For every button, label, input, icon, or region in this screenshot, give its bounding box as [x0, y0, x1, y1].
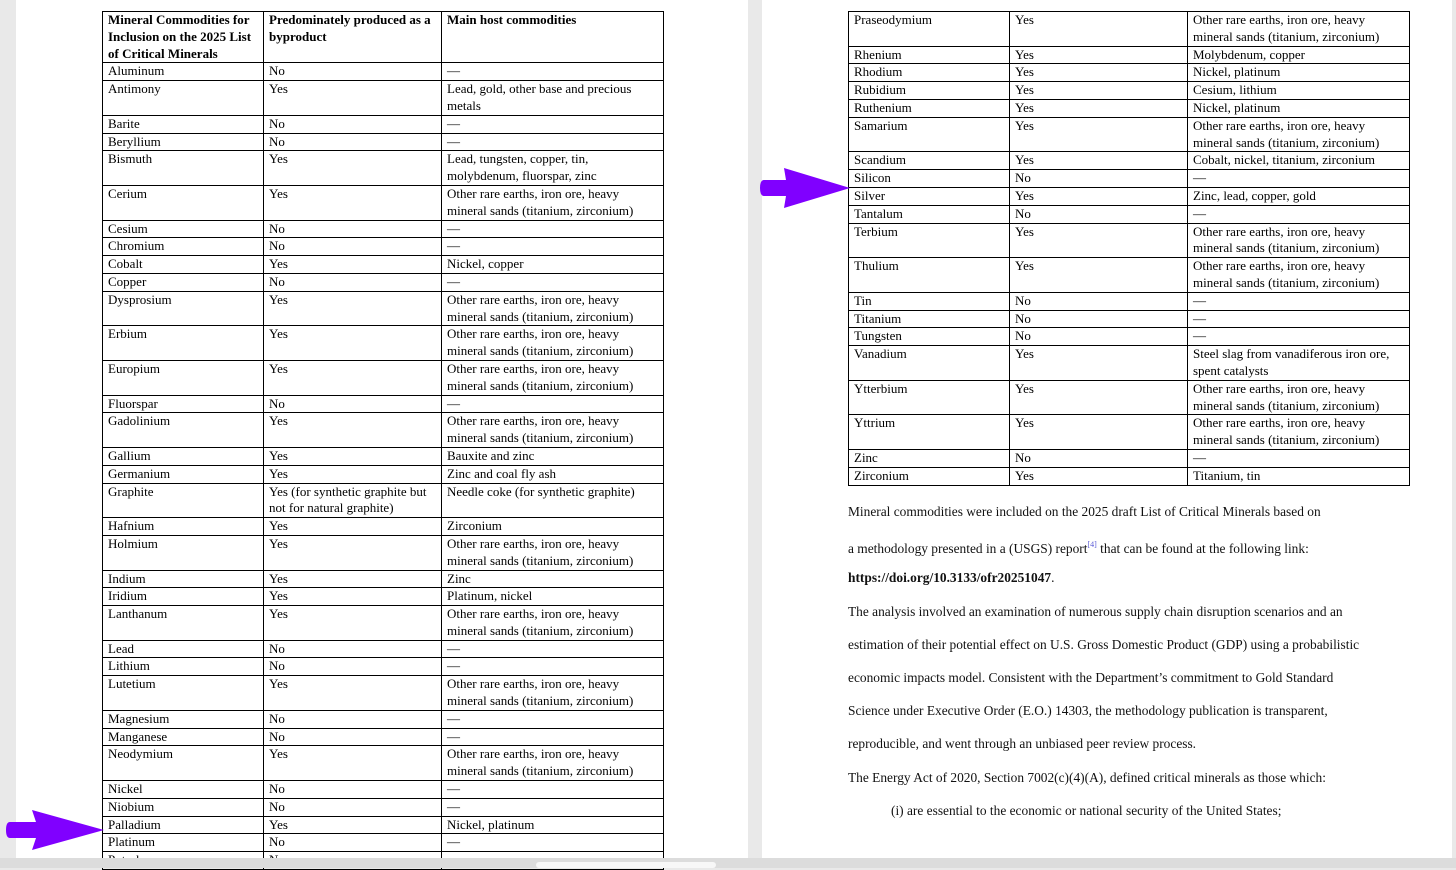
mineral-cell: Praseodymium: [849, 12, 1010, 47]
host-cell: Cesium, lithium: [1188, 82, 1410, 100]
table-row: [849, 170, 1410, 188]
mineral-cell: Tin: [849, 292, 1010, 310]
table-row: [103, 710, 664, 728]
mineral-cell: Fluorspar: [103, 395, 264, 413]
mineral-cell: Cerium: [103, 185, 264, 220]
host-cell: Other rare earths, iron ore, heavy mineral sands (titanium, zirconium): [1188, 12, 1410, 47]
host-cell: —: [1188, 292, 1410, 310]
mineral-cell: Yttrium: [849, 415, 1010, 450]
text-span: .: [1051, 570, 1055, 586]
host-cell: Bauxite and zinc: [442, 447, 664, 465]
mineral-cell: Antimony: [103, 81, 264, 116]
host-cell: Other rare earths, iron ore, heavy mineral sands (titanium, zirconium): [442, 291, 664, 326]
mineral-cell: Holmium: [103, 535, 264, 570]
host-cell: —: [442, 710, 664, 728]
table-row: [103, 63, 664, 81]
byproduct-cell: Yes: [264, 676, 442, 711]
mineral-cell: Ytterbium: [849, 380, 1010, 415]
host-cell: Zinc and coal fly ash: [442, 465, 664, 483]
table-row: [849, 152, 1410, 170]
mineral-cell: Ruthenium: [849, 99, 1010, 117]
table-row: [103, 291, 664, 326]
byproduct-cell: Yes: [1010, 380, 1188, 415]
byproduct-cell: No: [264, 658, 442, 676]
mineral-cell: Lutetium: [103, 676, 264, 711]
paragraph-line: (i) are essential to the economic or national security of the United States;: [891, 802, 1282, 818]
byproduct-cell: No: [1010, 449, 1188, 467]
byproduct-cell: No: [264, 395, 442, 413]
byproduct-cell: No: [1010, 292, 1188, 310]
mineral-cell: Neodymium: [103, 746, 264, 781]
table-row: [103, 238, 664, 256]
mineral-cell: Iridium: [103, 588, 264, 606]
host-cell: Zirconium: [442, 518, 664, 536]
mineral-cell: Tungsten: [849, 328, 1010, 346]
header-host-commodities: Main host commodities: [442, 12, 664, 63]
mineral-cell: Niobium: [103, 798, 264, 816]
byproduct-cell: Yes: [264, 81, 442, 116]
arrow-right-icon: [6, 808, 106, 852]
table-row: [103, 326, 664, 361]
mineral-cell: Barite: [103, 115, 264, 133]
table-row: [849, 346, 1410, 381]
host-cell: —: [442, 395, 664, 413]
table-row: [103, 588, 664, 606]
byproduct-cell: Yes: [1010, 152, 1188, 170]
byproduct-cell: Yes (for synthetic graphite but not for natural graphite): [264, 483, 442, 518]
byproduct-cell: No: [1010, 328, 1188, 346]
body-text: [848, 497, 1438, 829]
byproduct-cell: Yes: [1010, 187, 1188, 205]
critical-minerals-table-part-2: [848, 11, 1410, 486]
mineral-cell: Silver: [849, 187, 1010, 205]
mineral-cell: Vanadium: [849, 346, 1010, 381]
host-cell: —: [442, 273, 664, 291]
table-row: [849, 415, 1410, 450]
table-row: [849, 258, 1410, 293]
table-row: [103, 640, 664, 658]
host-cell: Other rare earths, iron ore, heavy mineral sands (titanium, zirconium): [442, 326, 664, 361]
mineral-cell: Manganese: [103, 728, 264, 746]
mineral-cell: Lanthanum: [103, 606, 264, 641]
byproduct-cell: Yes: [264, 606, 442, 641]
byproduct-cell: Yes: [264, 291, 442, 326]
table-row: [103, 606, 664, 641]
mineral-cell: Hafnium: [103, 518, 264, 536]
paragraph-line: economic impacts model. Consistent with the Department’s commitment to Gold Standard: [848, 669, 1334, 685]
mineral-cell: Thulium: [849, 258, 1010, 293]
table-row: [103, 746, 664, 781]
table-header-row: [103, 12, 664, 63]
byproduct-cell: Yes: [264, 746, 442, 781]
host-cell: —: [442, 728, 664, 746]
table-row: [849, 187, 1410, 205]
byproduct-cell: Yes: [1010, 223, 1188, 258]
paragraph-line: reproducible, and went through an unbiased peer review process.: [848, 736, 1197, 752]
mineral-cell: Magnesium: [103, 710, 264, 728]
table-row: [103, 151, 664, 186]
host-cell: Other rare earths, iron ore, heavy mineral sands (titanium, zirconium): [442, 746, 664, 781]
critical-minerals-table-part-1: [102, 11, 664, 870]
byproduct-cell: No: [264, 728, 442, 746]
host-cell: Titanium, tin: [1188, 467, 1410, 485]
table-row: [103, 465, 664, 483]
host-cell: —: [1188, 205, 1410, 223]
byproduct-cell: Yes: [264, 816, 442, 834]
byproduct-cell: Yes: [264, 588, 442, 606]
table-row: [849, 46, 1410, 64]
table-row: [103, 220, 664, 238]
table-row: [103, 518, 664, 536]
host-cell: Other rare earths, iron ore, heavy mineral sands (titanium, zirconium): [442, 360, 664, 395]
header-byproduct: Predominately produced as a byproduct: [264, 12, 442, 63]
mineral-cell: Lead: [103, 640, 264, 658]
mineral-cell: Lithium: [103, 658, 264, 676]
table-row: [849, 12, 1410, 47]
mineral-cell: Cesium: [103, 220, 264, 238]
mineral-cell: Dysprosium: [103, 291, 264, 326]
table-row: [103, 115, 664, 133]
table-row: [849, 467, 1410, 485]
paragraph-line: [848, 563, 1438, 596]
host-cell: Other rare earths, iron ore, heavy mineral sands (titanium, zirconium): [1188, 380, 1410, 415]
doi-link[interactable]: https://doi.org/10.3133/ofr20251047: [848, 570, 1052, 586]
byproduct-cell: Yes: [1010, 467, 1188, 485]
byproduct-cell: Yes: [1010, 258, 1188, 293]
table-row: [103, 413, 664, 448]
paragraph-line: Science under Executive Order (E.O.) 14303, the methodology publication is transparent,: [848, 703, 1328, 719]
table-row: [103, 447, 664, 465]
table-row: [103, 816, 664, 834]
host-cell: Zinc, lead, copper, gold: [1188, 187, 1410, 205]
table-row: [103, 256, 664, 274]
mineral-cell: Zirconium: [849, 467, 1010, 485]
host-cell: Other rare earths, iron ore, heavy mineral sands (titanium, zirconium): [442, 676, 664, 711]
arrow-right-icon: [760, 166, 852, 210]
byproduct-cell: Yes: [264, 326, 442, 361]
paragraph-line: estimation of their potential effect on U.S. Gross Domestic Product (GDP) using a probabilistic: [848, 636, 1360, 652]
table-row: [103, 360, 664, 395]
mineral-cell: Rubidium: [849, 82, 1010, 100]
byproduct-cell: Yes: [1010, 99, 1188, 117]
mineral-cell: Bismuth: [103, 151, 264, 186]
byproduct-cell: No: [264, 834, 442, 852]
host-cell: Steel slag from vanadiferous iron ore, spent catalysts: [1188, 346, 1410, 381]
mineral-cell: Rhodium: [849, 64, 1010, 82]
byproduct-cell: Yes: [1010, 415, 1188, 450]
footnote-link[interactable]: [4]: [1087, 540, 1097, 550]
mineral-cell: Terbium: [849, 223, 1010, 258]
byproduct-cell: Yes: [264, 570, 442, 588]
host-cell: —: [442, 63, 664, 81]
table-row: [849, 99, 1410, 117]
byproduct-cell: Yes: [264, 518, 442, 536]
document-page-left: [16, 0, 748, 858]
paragraph-line: Mineral commodities were included on the 2025 draft List of Critical Minerals based on: [848, 504, 1321, 519]
byproduct-cell: Yes: [264, 465, 442, 483]
byproduct-cell: No: [264, 781, 442, 799]
mineral-cell: Palladium: [103, 816, 264, 834]
table-row: [849, 117, 1410, 152]
byproduct-cell: Yes: [1010, 64, 1188, 82]
byproduct-cell: No: [264, 220, 442, 238]
host-cell: —: [442, 640, 664, 658]
header-mineral-commodities: Mineral Commodities for Inclusion on the 2025 List of Critical Minerals: [103, 12, 264, 63]
host-cell: —: [1188, 310, 1410, 328]
host-cell: Nickel, platinum: [1188, 64, 1410, 82]
table-row: [103, 781, 664, 799]
mineral-cell: Titanium: [849, 310, 1010, 328]
paragraph-line: [848, 530, 1438, 563]
host-cell: —: [442, 658, 664, 676]
host-cell: —: [442, 133, 664, 151]
host-cell: Platinum, nickel: [442, 588, 664, 606]
host-cell: Cobalt, nickel, titanium, zirconium: [1188, 152, 1410, 170]
host-cell: —: [1188, 449, 1410, 467]
mineral-cell: Nickel: [103, 781, 264, 799]
byproduct-cell: Yes: [264, 256, 442, 274]
host-cell: Nickel, platinum: [442, 816, 664, 834]
table-row: [103, 676, 664, 711]
byproduct-cell: No: [1010, 205, 1188, 223]
mineral-cell: Graphite: [103, 483, 264, 518]
byproduct-cell: No: [1010, 310, 1188, 328]
host-cell: Lead, tungsten, copper, tin, molybdenum, fluorspar, zinc: [442, 151, 664, 186]
table-row: [103, 658, 664, 676]
host-cell: —: [442, 238, 664, 256]
host-cell: —: [442, 220, 664, 238]
host-cell: Other rare earths, iron ore, heavy mineral sands (titanium, zirconium): [442, 606, 664, 641]
host-cell: Molybdenum, copper: [1188, 46, 1410, 64]
byproduct-cell: Yes: [264, 151, 442, 186]
table-row: [849, 310, 1410, 328]
host-cell: Other rare earths, iron ore, heavy mineral sands (titanium, zirconium): [1188, 415, 1410, 450]
byproduct-cell: No: [264, 115, 442, 133]
mineral-cell: Rhenium: [849, 46, 1010, 64]
host-cell: Nickel, platinum: [1188, 99, 1410, 117]
table-row: [849, 205, 1410, 223]
document-page-right: [762, 0, 1452, 858]
host-cell: —: [442, 834, 664, 852]
table-row: [849, 328, 1410, 346]
host-cell: —: [1188, 328, 1410, 346]
mineral-cell: Indium: [103, 570, 264, 588]
host-cell: Other rare earths, iron ore, heavy mineral sands (titanium, zirconium): [442, 535, 664, 570]
byproduct-cell: Yes: [264, 535, 442, 570]
mineral-cell: Platinum: [103, 834, 264, 852]
byproduct-cell: No: [1010, 170, 1188, 188]
table-row: [103, 273, 664, 291]
table-row: [849, 223, 1410, 258]
table-row: [103, 483, 664, 518]
host-cell: Other rare earths, iron ore, heavy mineral sands (titanium, zirconium): [1188, 223, 1410, 258]
mineral-cell: Aluminum: [103, 63, 264, 81]
mineral-cell: Gallium: [103, 447, 264, 465]
host-cell: Other rare earths, iron ore, heavy mineral sands (titanium, zirconium): [1188, 258, 1410, 293]
text-span: a methodology presented in a (USGS) report: [848, 541, 1088, 557]
byproduct-cell: No: [264, 63, 442, 81]
table-row: [103, 81, 664, 116]
host-cell: Other rare earths, iron ore, heavy mineral sands (titanium, zirconium): [442, 185, 664, 220]
mineral-cell: Erbium: [103, 326, 264, 361]
table-row: [849, 64, 1410, 82]
table-row: [103, 798, 664, 816]
byproduct-cell: Yes: [264, 413, 442, 448]
mineral-cell: Gadolinium: [103, 413, 264, 448]
byproduct-cell: No: [264, 640, 442, 658]
table-row: [849, 292, 1410, 310]
byproduct-cell: Yes: [1010, 117, 1188, 152]
table-row: [103, 185, 664, 220]
byproduct-cell: Yes: [264, 185, 442, 220]
table-row: [849, 380, 1410, 415]
byproduct-cell: Yes: [264, 447, 442, 465]
mineral-cell: Samarium: [849, 117, 1010, 152]
host-cell: —: [1188, 170, 1410, 188]
mineral-cell: Cobalt: [103, 256, 264, 274]
host-cell: Zinc: [442, 570, 664, 588]
byproduct-cell: No: [264, 798, 442, 816]
mineral-cell: Scandium: [849, 152, 1010, 170]
mineral-cell: Europium: [103, 360, 264, 395]
host-cell: Needle coke (for synthetic graphite): [442, 483, 664, 518]
table-row: [103, 834, 664, 852]
byproduct-cell: Yes: [1010, 12, 1188, 47]
host-cell: Other rare earths, iron ore, heavy mineral sands (titanium, zirconium): [442, 413, 664, 448]
mineral-cell: Silicon: [849, 170, 1010, 188]
mineral-cell: Copper: [103, 273, 264, 291]
text-span: that can be found at the following link:: [1096, 541, 1309, 557]
paragraph-line: The analysis involved an examination of numerous supply chain disruption scenarios and an: [848, 603, 1343, 619]
byproduct-cell: No: [264, 238, 442, 256]
mineral-cell: Germanium: [103, 465, 264, 483]
byproduct-cell: Yes: [1010, 46, 1188, 64]
paragraph-line: The Energy Act of 2020, Section 7002(c)(4)(A), defined critical minerals as those which:: [848, 769, 1326, 785]
table-row: [103, 535, 664, 570]
scrollbar-thumb[interactable]: [536, 862, 716, 868]
byproduct-cell: No: [264, 710, 442, 728]
table-row: [849, 449, 1410, 467]
host-cell: Other rare earths, iron ore, heavy mineral sands (titanium, zirconium): [1188, 117, 1410, 152]
host-cell: Nickel, copper: [442, 256, 664, 274]
mineral-cell: Zinc: [849, 449, 1010, 467]
byproduct-cell: No: [264, 273, 442, 291]
mineral-cell: Chromium: [103, 238, 264, 256]
table-row: [103, 570, 664, 588]
mineral-cell: Tantalum: [849, 205, 1010, 223]
horizontal-scrollbar[interactable]: [0, 858, 1456, 868]
table-row: [103, 395, 664, 413]
mineral-cell: Beryllium: [103, 133, 264, 151]
host-cell: Lead, gold, other base and precious metals: [442, 81, 664, 116]
byproduct-cell: Yes: [1010, 82, 1188, 100]
table-row: [103, 133, 664, 151]
host-cell: —: [442, 115, 664, 133]
byproduct-cell: Yes: [1010, 346, 1188, 381]
table-row: [849, 82, 1410, 100]
byproduct-cell: Yes: [264, 360, 442, 395]
byproduct-cell: No: [264, 133, 442, 151]
host-cell: —: [442, 781, 664, 799]
table-row: [103, 728, 664, 746]
host-cell: —: [442, 798, 664, 816]
